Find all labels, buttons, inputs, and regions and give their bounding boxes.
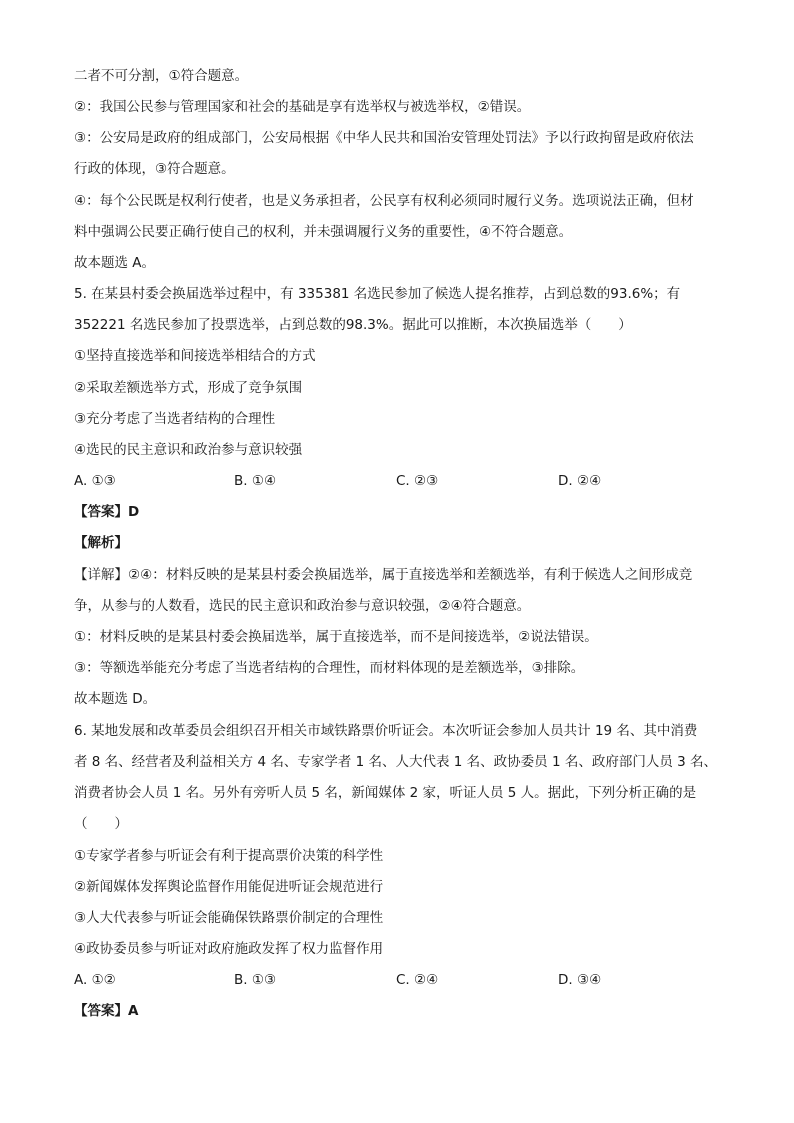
analysis-label: 【解析】 bbox=[74, 535, 128, 551]
option-c: C. ②④ bbox=[396, 972, 439, 988]
question-6-item: ②新闻媒体发挥舆论监督作用能促进听证会规范进行 bbox=[74, 879, 384, 895]
question-6-stem: （ ） bbox=[74, 816, 128, 832]
paragraph-line: ②：我国公民参与管理国家和社会的基础是享有选举权与被选举权，②错误。 bbox=[74, 99, 531, 115]
question-5-options bbox=[74, 471, 734, 491]
detail-line: ③：等额选举能充分考虑了当选者结构的合理性，而材料体现的是差额选举，③排除。 bbox=[74, 660, 585, 676]
option-d: D. ②④ bbox=[558, 473, 602, 489]
paragraph-line: 料中强调公民要正确行使自己的权利，并未强调履行义务的重要性，④不符合题意。 bbox=[74, 224, 573, 240]
conclusion-line: 故本题选 D。 bbox=[74, 691, 157, 707]
conclusion-line: 故本题选 A。 bbox=[74, 255, 156, 271]
question-5-item: ③充分考虑了当选者结构的合理性 bbox=[74, 411, 276, 427]
question-6-stem: 6. 某地发展和改革委员会组织召开相关市域铁路票价听证会。本次听证会参加人员共计 19 名、其中消费 bbox=[74, 723, 698, 739]
question-5-item: ④选民的民主意识和政治参与意识较强 bbox=[74, 442, 303, 458]
question-6-item: ①专家学者参与听证会有利于提高票价决策的科学性 bbox=[74, 848, 384, 864]
question-5-stem: 5. 在某县村委会换届选举过程中，有 335381 名选民参加了候选人提名推荐，占到总数的93.6%；有 bbox=[74, 286, 681, 302]
question-5-stem: 352221 名选民参加了投票选举，占到总数的98.3%。据此可以推断，本次换届选举（ ） bbox=[74, 317, 632, 333]
option-b: B. ①③ bbox=[234, 972, 277, 988]
question-6-item: ③人大代表参与听证会能确保铁路票价制定的合理性 bbox=[74, 910, 384, 926]
paragraph-line: 行政的体现，③符合题意。 bbox=[74, 161, 235, 177]
answer-label: 【答案】D bbox=[74, 504, 140, 520]
question-5-item: ①坚持直接选举和间接选举相结合的方式 bbox=[74, 348, 316, 364]
option-a: A. ①② bbox=[74, 972, 116, 988]
detail-line: 【详解】②④：材料反映的是某县村委会换届选举，属于直接选举和差额选举，有利于候选人之间形成竞 bbox=[74, 567, 693, 583]
question-6-stem: 消费者协会人员 1 名。另外有旁听人员 5 名，新闻媒体 2 家，听证人员 5 人。据此，下列分析正确的是 bbox=[74, 785, 697, 801]
question-6-stem: 者 8 名、经营者及利益相关方 4 名、专家学者 1 名、人大代表 1 名、政协委员 1 名、政府部门人员 3 名、 bbox=[74, 754, 718, 770]
detail-line: ①：材料反映的是某县村委会换届选举，属于直接选举，而不是间接选举，②说法错误。 bbox=[74, 629, 598, 645]
option-a: A. ①③ bbox=[74, 473, 116, 489]
question-5-item: ②采取差额选举方式，形成了竞争氛围 bbox=[74, 380, 303, 396]
paragraph-line: ③：公安局是政府的组成部门，公安局根据《中华人民共和国治安管理处罚法》予以行政拘留是政府依法 bbox=[74, 130, 694, 146]
detail-line: 争，从参与的人数看，选民的民主意识和政治参与意识较强，②④符合题意。 bbox=[74, 598, 531, 614]
option-d: D. ③④ bbox=[558, 972, 602, 988]
option-c: C. ②③ bbox=[396, 473, 439, 489]
answer-label: 【答案】A bbox=[74, 1003, 139, 1019]
option-b: B. ①④ bbox=[234, 473, 277, 489]
paragraph-line: ④：每个公民既是权利行使者，也是义务承担者，公民享有权利必须同时履行义务。选项说法正确，但材 bbox=[74, 193, 694, 209]
paragraph-line: 二者不可分割，①符合题意。 bbox=[74, 68, 249, 84]
question-6-item: ④政协委员参与听证对政府施政发挥了权力监督作用 bbox=[74, 941, 384, 957]
question-6-options bbox=[74, 970, 734, 990]
